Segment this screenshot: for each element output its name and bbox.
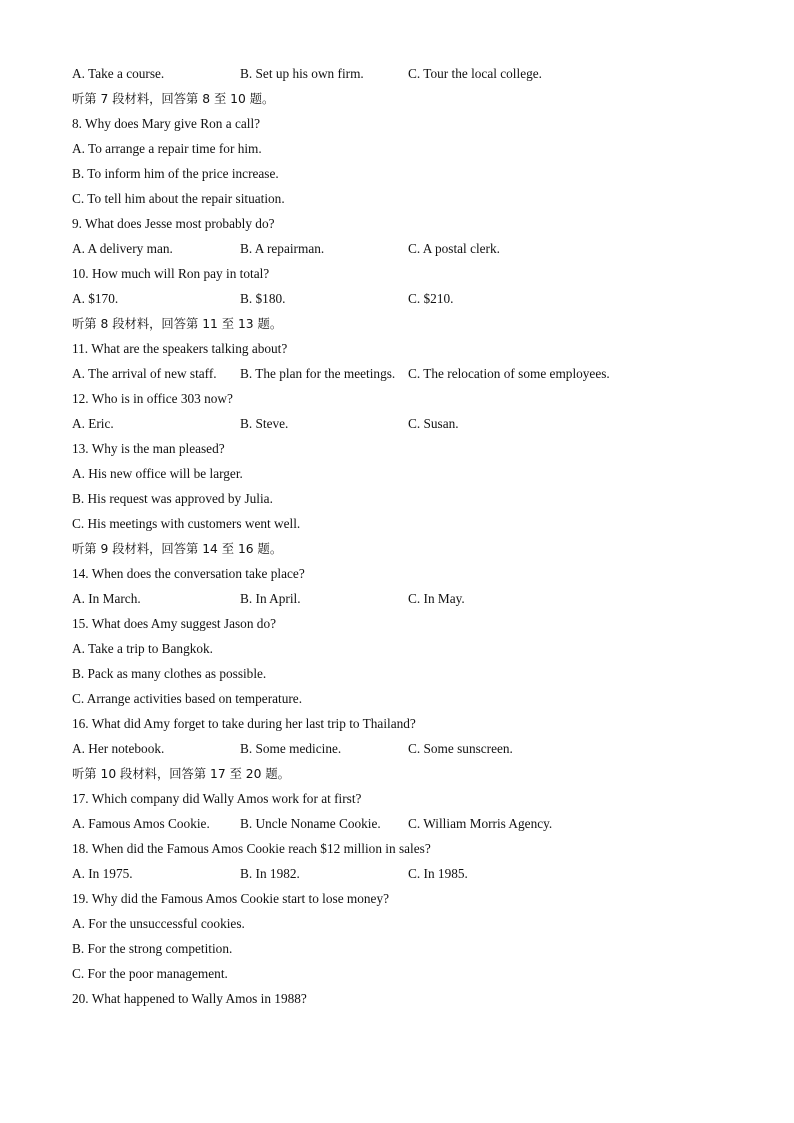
section-heading-8: 听第 8 段材料，回答第 11 至 13 题。: [72, 317, 283, 331]
option-c: C. William Morris Agency.: [408, 816, 553, 831]
option-a: A. $170.: [72, 291, 119, 306]
question-16: 16. What did Amy forget to take during her last trip to Thailand?: [72, 716, 416, 731]
question-10-options: [72, 289, 752, 314]
option-c: C. Susan.: [408, 416, 459, 431]
option-c: C. $210.: [408, 291, 454, 306]
question-13-option-a: A. His new office will be larger.: [72, 466, 243, 481]
question-19-option-b: B. For the strong competition.: [72, 941, 233, 956]
section-heading-7: 听第 7 段材料，回答第 8 至 10 题。: [72, 92, 275, 106]
question-8-option-b: B. To inform him of the price increase.: [72, 166, 279, 181]
option-a: A. In 1975.: [72, 866, 133, 881]
option-c: C. Some sunscreen.: [408, 741, 513, 756]
question-8: 8. Why does Mary give Ron a call?: [72, 116, 261, 131]
question-9-options: [72, 239, 752, 264]
question-12: 12. Who is in office 303 now?: [72, 391, 233, 406]
option-b: B. Steve.: [240, 416, 289, 431]
question-16-options: [72, 739, 752, 764]
question-10: 10. How much will Ron pay in total?: [72, 266, 270, 281]
question-17-options: [72, 814, 752, 839]
option-a: A. In March.: [72, 591, 141, 606]
option-b: B. $180.: [240, 291, 286, 306]
option-c: C. Tour the local college.: [408, 66, 542, 81]
question-14-options: [72, 589, 752, 614]
question-7-options: [72, 64, 752, 89]
section-heading-10: 听第 10 段材料，回答第 17 至 20 题。: [72, 767, 290, 781]
option-a: A. Take a course.: [72, 66, 165, 81]
option-c: C. In May.: [408, 591, 465, 606]
question-17: 17. Which company did Wally Amos work for at first?: [72, 791, 362, 806]
option-a: A. A delivery man.: [72, 241, 173, 256]
option-a: A. Famous Amos Cookie.: [72, 816, 210, 831]
question-14: 14. When does the conversation take place?: [72, 566, 305, 581]
option-b: B. Set up his own firm.: [240, 66, 364, 81]
option-c: C. In 1985.: [408, 866, 468, 881]
option-b: B. A repairman.: [240, 241, 325, 256]
question-12-options: [72, 414, 752, 439]
question-8-option-a: A. To arrange a repair time for him.: [72, 141, 262, 156]
question-19-option-a: A. For the unsuccessful cookies.: [72, 916, 245, 931]
question-15-option-a: A. Take a trip to Bangkok.: [72, 641, 213, 656]
question-19: 19. Why did the Famous Amos Cookie start to lose money?: [72, 891, 390, 906]
option-b: B. Uncle Noname Cookie.: [240, 816, 381, 831]
option-a: A. Her notebook.: [72, 741, 165, 756]
option-b: B. Some medicine.: [240, 741, 342, 756]
question-11-options: [72, 364, 752, 389]
question-11: 11. What are the speakers talking about?: [72, 341, 288, 356]
question-20: 20. What happened to Wally Amos in 1988?: [72, 991, 307, 1006]
question-15-option-c: C. Arrange activities based on temperature.: [72, 691, 303, 706]
option-b: B. In April.: [240, 591, 301, 606]
section-heading-9: 听第 9 段材料，回答第 14 至 16 题。: [72, 542, 283, 556]
question-18: 18. When did the Famous Amos Cookie reach $12 million in sales?: [72, 841, 431, 856]
question-13-option-b: B. His request was approved by Julia.: [72, 491, 273, 506]
option-a: A. The arrival of new staff.: [72, 366, 217, 381]
question-15: 15. What does Amy suggest Jason do?: [72, 616, 276, 631]
option-b: B. In 1982.: [240, 866, 300, 881]
option-c: C. A postal clerk.: [408, 241, 500, 256]
exam-page: [72, 64, 752, 1014]
question-13: 13. Why is the man pleased?: [72, 441, 225, 456]
question-18-options: [72, 864, 752, 889]
option-b: B. The plan for the meetings.: [240, 366, 396, 381]
question-15-option-b: B. Pack as many clothes as possible.: [72, 666, 267, 681]
option-c: C. The relocation of some employees.: [408, 366, 610, 381]
question-8-option-c: C. To tell him about the repair situation.: [72, 191, 285, 206]
question-9: 9. What does Jesse most probably do?: [72, 216, 275, 231]
question-19-option-c: C. For the poor management.: [72, 966, 228, 981]
option-a: A. Eric.: [72, 416, 114, 431]
question-13-option-c: C. His meetings with customers went well.: [72, 516, 301, 531]
